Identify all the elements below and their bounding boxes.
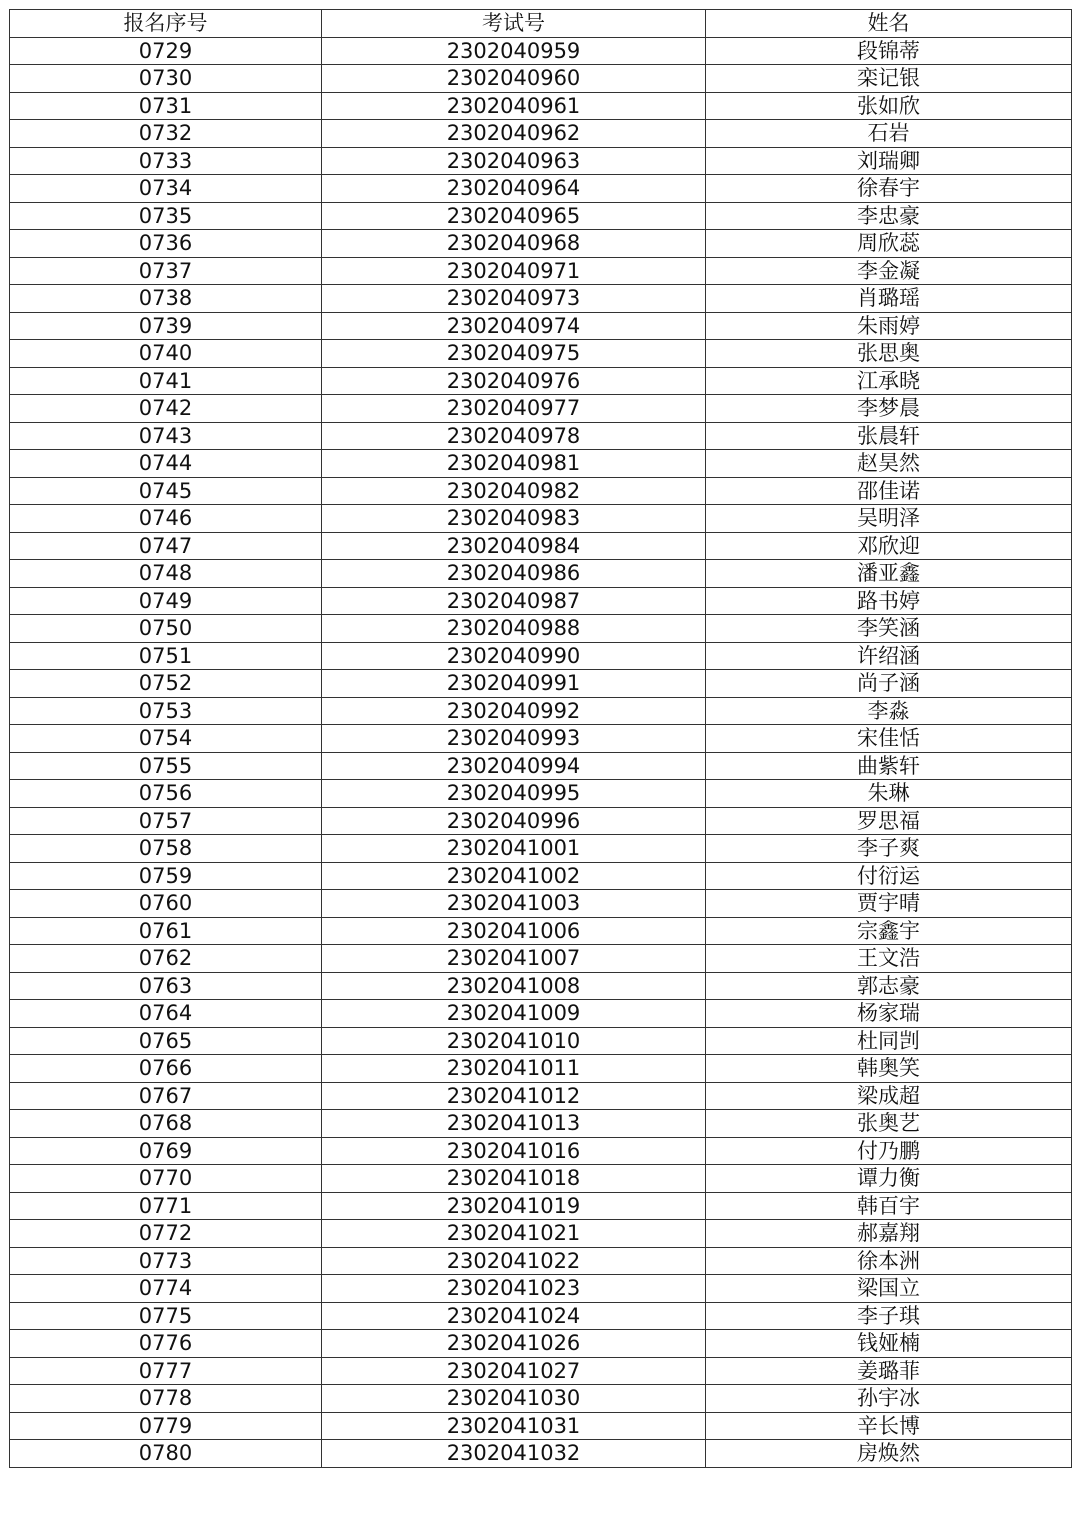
name-cell: 邓欣迎 bbox=[706, 532, 1072, 560]
exam-number-cell: 2302041030 bbox=[322, 1385, 706, 1413]
table-row bbox=[10, 587, 1072, 615]
registration-number-cell: 0772 bbox=[10, 1220, 322, 1248]
exam-number-cell: 2302041027 bbox=[322, 1357, 706, 1385]
roster-table bbox=[9, 9, 1072, 1468]
exam-number-cell: 2302040971 bbox=[322, 257, 706, 285]
table-row bbox=[10, 230, 1072, 258]
name-cell: 张思奥 bbox=[706, 340, 1072, 368]
table-row bbox=[10, 120, 1072, 148]
header-exam-number: 考试号 bbox=[322, 10, 706, 38]
registration-number-cell: 0747 bbox=[10, 532, 322, 560]
name-cell: 李梦晨 bbox=[706, 395, 1072, 423]
exam-number-cell: 2302040993 bbox=[322, 725, 706, 753]
exam-number-cell: 2302040988 bbox=[322, 615, 706, 643]
registration-number-cell: 0763 bbox=[10, 972, 322, 1000]
registration-number-cell: 0743 bbox=[10, 422, 322, 450]
registration-number-cell: 0761 bbox=[10, 917, 322, 945]
name-cell: 梁成超 bbox=[706, 1082, 1072, 1110]
name-cell: 张奥艺 bbox=[706, 1110, 1072, 1138]
exam-number-cell: 2302041021 bbox=[322, 1220, 706, 1248]
exam-number-cell: 2302040986 bbox=[322, 560, 706, 588]
name-cell: 张晨轩 bbox=[706, 422, 1072, 450]
exam-number-cell: 2302040974 bbox=[322, 312, 706, 340]
exam-number-cell: 2302040975 bbox=[322, 340, 706, 368]
table-row bbox=[10, 1192, 1072, 1220]
exam-number-cell: 2302041003 bbox=[322, 890, 706, 918]
table-row bbox=[10, 1275, 1072, 1303]
exam-number-cell: 2302040981 bbox=[322, 450, 706, 478]
registration-number-cell: 0737 bbox=[10, 257, 322, 285]
table-row bbox=[10, 1110, 1072, 1138]
registration-number-cell: 0762 bbox=[10, 945, 322, 973]
table-row bbox=[10, 780, 1072, 808]
name-cell: 李子琪 bbox=[706, 1302, 1072, 1330]
name-cell: 姜璐菲 bbox=[706, 1357, 1072, 1385]
exam-number-cell: 2302041019 bbox=[322, 1192, 706, 1220]
name-cell: 尚子涵 bbox=[706, 670, 1072, 698]
exam-number-cell: 2302040987 bbox=[322, 587, 706, 615]
table-row bbox=[10, 615, 1072, 643]
table-row bbox=[10, 1000, 1072, 1028]
registration-number-cell: 0759 bbox=[10, 862, 322, 890]
registration-number-cell: 0746 bbox=[10, 505, 322, 533]
exam-number-cell: 2302041012 bbox=[322, 1082, 706, 1110]
registration-number-cell: 0760 bbox=[10, 890, 322, 918]
table-row bbox=[10, 1357, 1072, 1385]
registration-number-cell: 0731 bbox=[10, 92, 322, 120]
table-row bbox=[10, 1082, 1072, 1110]
table-row bbox=[10, 1440, 1072, 1468]
name-cell: 郝嘉翔 bbox=[706, 1220, 1072, 1248]
table-row bbox=[10, 367, 1072, 395]
registration-number-cell: 0752 bbox=[10, 670, 322, 698]
table-row bbox=[10, 1055, 1072, 1083]
registration-number-cell: 0753 bbox=[10, 697, 322, 725]
table-row bbox=[10, 340, 1072, 368]
name-cell: 徐本洲 bbox=[706, 1247, 1072, 1275]
roster-sheet bbox=[9, 9, 1071, 1468]
exam-number-cell: 2302040995 bbox=[322, 780, 706, 808]
name-cell: 石岩 bbox=[706, 120, 1072, 148]
exam-number-cell: 2302040968 bbox=[322, 230, 706, 258]
table-row bbox=[10, 752, 1072, 780]
registration-number-cell: 0729 bbox=[10, 37, 322, 65]
table-row bbox=[10, 972, 1072, 1000]
exam-number-cell: 2302041016 bbox=[322, 1137, 706, 1165]
name-cell: 李忠豪 bbox=[706, 202, 1072, 230]
exam-number-cell: 2302040977 bbox=[322, 395, 706, 423]
table-row bbox=[10, 92, 1072, 120]
name-cell: 韩百宇 bbox=[706, 1192, 1072, 1220]
exam-number-cell: 2302041002 bbox=[322, 862, 706, 890]
exam-number-cell: 2302040963 bbox=[322, 147, 706, 175]
table-row bbox=[10, 642, 1072, 670]
name-cell: 谭力衡 bbox=[706, 1165, 1072, 1193]
table-row bbox=[10, 202, 1072, 230]
registration-number-cell: 0764 bbox=[10, 1000, 322, 1028]
table-row bbox=[10, 147, 1072, 175]
name-cell: 李子爽 bbox=[706, 835, 1072, 863]
registration-number-cell: 0733 bbox=[10, 147, 322, 175]
registration-number-cell: 0734 bbox=[10, 175, 322, 203]
exam-number-cell: 2302041013 bbox=[322, 1110, 706, 1138]
table-row bbox=[10, 65, 1072, 93]
exam-number-cell: 2302040973 bbox=[322, 285, 706, 313]
exam-number-cell: 2302041022 bbox=[322, 1247, 706, 1275]
table-row bbox=[10, 807, 1072, 835]
exam-number-cell: 2302040982 bbox=[322, 477, 706, 505]
name-cell: 肖璐瑶 bbox=[706, 285, 1072, 313]
table-row bbox=[10, 725, 1072, 753]
exam-number-cell: 2302040983 bbox=[322, 505, 706, 533]
table-row bbox=[10, 1027, 1072, 1055]
name-cell: 辛长博 bbox=[706, 1412, 1072, 1440]
table-row bbox=[10, 37, 1072, 65]
table-row bbox=[10, 505, 1072, 533]
name-cell: 江承晓 bbox=[706, 367, 1072, 395]
name-cell: 宗鑫宇 bbox=[706, 917, 1072, 945]
exam-number-cell: 2302040978 bbox=[322, 422, 706, 450]
registration-number-cell: 0778 bbox=[10, 1385, 322, 1413]
name-cell: 曲紫轩 bbox=[706, 752, 1072, 780]
exam-number-cell: 2302040976 bbox=[322, 367, 706, 395]
exam-number-cell: 2302040996 bbox=[322, 807, 706, 835]
name-cell: 房焕然 bbox=[706, 1440, 1072, 1468]
name-cell: 邵佳诺 bbox=[706, 477, 1072, 505]
exam-number-cell: 2302041024 bbox=[322, 1302, 706, 1330]
registration-number-cell: 0766 bbox=[10, 1055, 322, 1083]
name-cell: 栾记银 bbox=[706, 65, 1072, 93]
exam-number-cell: 2302040992 bbox=[322, 697, 706, 725]
header-registration-number: 报名序号 bbox=[10, 10, 322, 38]
registration-number-cell: 0757 bbox=[10, 807, 322, 835]
name-cell: 杜同剀 bbox=[706, 1027, 1072, 1055]
registration-number-cell: 0738 bbox=[10, 285, 322, 313]
table-row bbox=[10, 917, 1072, 945]
exam-number-cell: 2302041026 bbox=[322, 1330, 706, 1358]
table-row bbox=[10, 395, 1072, 423]
name-cell: 杨家瑞 bbox=[706, 1000, 1072, 1028]
table-row bbox=[10, 945, 1072, 973]
table-row bbox=[10, 1385, 1072, 1413]
registration-number-cell: 0735 bbox=[10, 202, 322, 230]
table-row bbox=[10, 1247, 1072, 1275]
registration-number-cell: 0730 bbox=[10, 65, 322, 93]
name-cell: 张如欣 bbox=[706, 92, 1072, 120]
registration-number-cell: 0777 bbox=[10, 1357, 322, 1385]
name-cell: 李金凝 bbox=[706, 257, 1072, 285]
exam-number-cell: 2302040990 bbox=[322, 642, 706, 670]
name-cell: 李笑涵 bbox=[706, 615, 1072, 643]
exam-number-cell: 2302041011 bbox=[322, 1055, 706, 1083]
header-row bbox=[10, 10, 1072, 38]
name-cell: 徐春宇 bbox=[706, 175, 1072, 203]
name-cell: 贾宇晴 bbox=[706, 890, 1072, 918]
registration-number-cell: 0741 bbox=[10, 367, 322, 395]
table-row bbox=[10, 697, 1072, 725]
name-cell: 付衍运 bbox=[706, 862, 1072, 890]
table-row bbox=[10, 257, 1072, 285]
registration-number-cell: 0750 bbox=[10, 615, 322, 643]
name-cell: 梁国立 bbox=[706, 1275, 1072, 1303]
registration-number-cell: 0771 bbox=[10, 1192, 322, 1220]
exam-number-cell: 2302041023 bbox=[322, 1275, 706, 1303]
table-row bbox=[10, 1330, 1072, 1358]
registration-number-cell: 0780 bbox=[10, 1440, 322, 1468]
table-body bbox=[10, 37, 1072, 1467]
name-cell: 段锦蒂 bbox=[706, 37, 1072, 65]
table-row bbox=[10, 477, 1072, 505]
registration-number-cell: 0769 bbox=[10, 1137, 322, 1165]
registration-number-cell: 0742 bbox=[10, 395, 322, 423]
registration-number-cell: 0732 bbox=[10, 120, 322, 148]
registration-number-cell: 0756 bbox=[10, 780, 322, 808]
name-cell: 朱雨婷 bbox=[706, 312, 1072, 340]
exam-number-cell: 2302040962 bbox=[322, 120, 706, 148]
name-cell: 潘亚鑫 bbox=[706, 560, 1072, 588]
registration-number-cell: 0774 bbox=[10, 1275, 322, 1303]
table-row bbox=[10, 1302, 1072, 1330]
exam-number-cell: 2302041008 bbox=[322, 972, 706, 1000]
name-cell: 吴明泽 bbox=[706, 505, 1072, 533]
exam-number-cell: 2302041006 bbox=[322, 917, 706, 945]
registration-number-cell: 0773 bbox=[10, 1247, 322, 1275]
table-row bbox=[10, 1165, 1072, 1193]
table-row bbox=[10, 835, 1072, 863]
registration-number-cell: 0749 bbox=[10, 587, 322, 615]
exam-number-cell: 2302040994 bbox=[322, 752, 706, 780]
name-cell: 孙宇冰 bbox=[706, 1385, 1072, 1413]
registration-number-cell: 0768 bbox=[10, 1110, 322, 1138]
registration-number-cell: 0770 bbox=[10, 1165, 322, 1193]
name-cell: 许绍涵 bbox=[706, 642, 1072, 670]
exam-number-cell: 2302041009 bbox=[322, 1000, 706, 1028]
table-row bbox=[10, 890, 1072, 918]
exam-number-cell: 2302040961 bbox=[322, 92, 706, 120]
exam-number-cell: 2302041018 bbox=[322, 1165, 706, 1193]
exam-number-cell: 2302041007 bbox=[322, 945, 706, 973]
registration-number-cell: 0745 bbox=[10, 477, 322, 505]
exam-number-cell: 2302041032 bbox=[322, 1440, 706, 1468]
name-cell: 周欣蕊 bbox=[706, 230, 1072, 258]
registration-number-cell: 0740 bbox=[10, 340, 322, 368]
table-row bbox=[10, 1412, 1072, 1440]
table-row bbox=[10, 560, 1072, 588]
exam-number-cell: 2302041010 bbox=[322, 1027, 706, 1055]
registration-number-cell: 0748 bbox=[10, 560, 322, 588]
registration-number-cell: 0775 bbox=[10, 1302, 322, 1330]
registration-number-cell: 0755 bbox=[10, 752, 322, 780]
name-cell: 宋佳恬 bbox=[706, 725, 1072, 753]
name-cell: 郭志豪 bbox=[706, 972, 1072, 1000]
table-row bbox=[10, 1137, 1072, 1165]
name-cell: 王文浩 bbox=[706, 945, 1072, 973]
table-row bbox=[10, 422, 1072, 450]
registration-number-cell: 0736 bbox=[10, 230, 322, 258]
table-row bbox=[10, 1220, 1072, 1248]
name-cell: 赵昊然 bbox=[706, 450, 1072, 478]
name-cell: 钱娅楠 bbox=[706, 1330, 1072, 1358]
name-cell: 韩奥笑 bbox=[706, 1055, 1072, 1083]
registration-number-cell: 0751 bbox=[10, 642, 322, 670]
registration-number-cell: 0779 bbox=[10, 1412, 322, 1440]
exam-number-cell: 2302041031 bbox=[322, 1412, 706, 1440]
name-cell: 李淼 bbox=[706, 697, 1072, 725]
table-row bbox=[10, 862, 1072, 890]
registration-number-cell: 0765 bbox=[10, 1027, 322, 1055]
table-row bbox=[10, 312, 1072, 340]
registration-number-cell: 0739 bbox=[10, 312, 322, 340]
registration-number-cell: 0767 bbox=[10, 1082, 322, 1110]
exam-number-cell: 2302040984 bbox=[322, 532, 706, 560]
table-row bbox=[10, 670, 1072, 698]
registration-number-cell: 0754 bbox=[10, 725, 322, 753]
header-name: 姓名 bbox=[706, 10, 1072, 38]
name-cell: 刘瑞卿 bbox=[706, 147, 1072, 175]
name-cell: 付乃鹏 bbox=[706, 1137, 1072, 1165]
table-row bbox=[10, 450, 1072, 478]
table-row bbox=[10, 175, 1072, 203]
name-cell: 朱琳 bbox=[706, 780, 1072, 808]
registration-number-cell: 0758 bbox=[10, 835, 322, 863]
exam-number-cell: 2302041001 bbox=[322, 835, 706, 863]
exam-number-cell: 2302040965 bbox=[322, 202, 706, 230]
exam-number-cell: 2302040959 bbox=[322, 37, 706, 65]
name-cell: 路书婷 bbox=[706, 587, 1072, 615]
exam-number-cell: 2302040964 bbox=[322, 175, 706, 203]
table-row bbox=[10, 285, 1072, 313]
table-row bbox=[10, 532, 1072, 560]
exam-number-cell: 2302040960 bbox=[322, 65, 706, 93]
registration-number-cell: 0776 bbox=[10, 1330, 322, 1358]
exam-number-cell: 2302040991 bbox=[322, 670, 706, 698]
registration-number-cell: 0744 bbox=[10, 450, 322, 478]
name-cell: 罗思福 bbox=[706, 807, 1072, 835]
